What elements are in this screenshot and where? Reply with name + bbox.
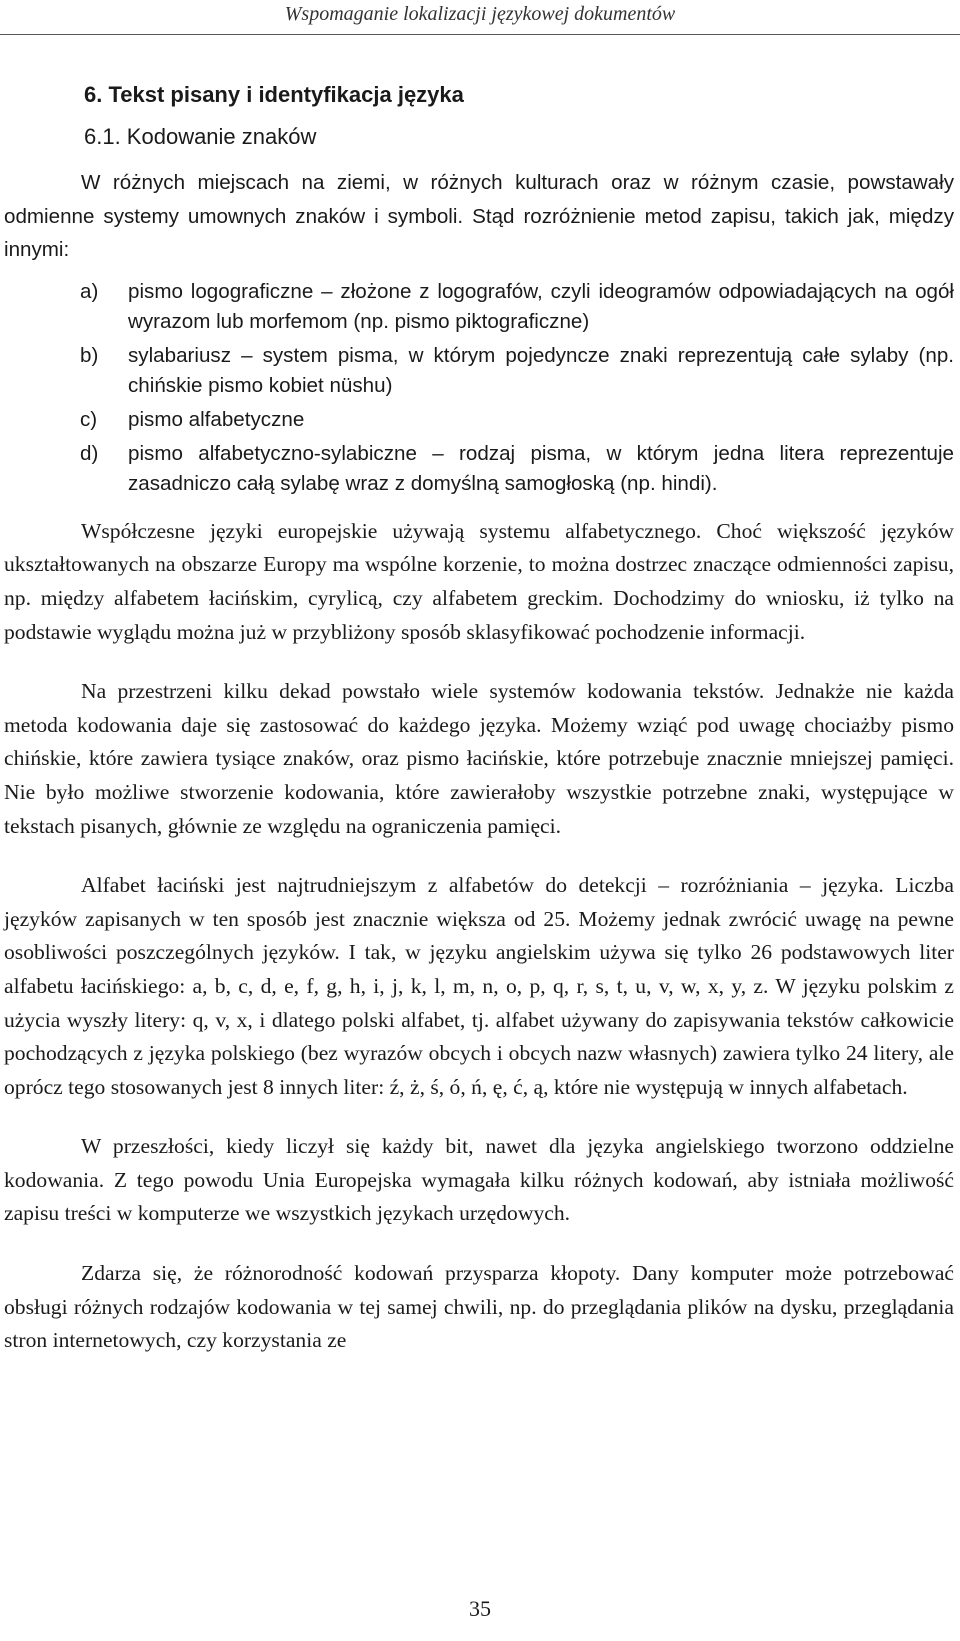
page-content [4, 80, 954, 1358]
list-marker: b) [80, 343, 99, 367]
running-header: Wspomaganie lokalizacji językowej dokumentów [284, 3, 676, 25]
list-item-text: pismo alfabetyczno-sylabiczne – rodzaj pisma, w którym jedna litera reprezentuje zasadniczo całą sylabę wraz z domyślną samogłoską (np. hindi). [128, 441, 954, 495]
intro-paragraph: W różnych miejscach na ziemi, w różnych kulturach oraz w różnym czasie, powstawały odmienne systemy umownych znaków i symboli. Stąd rozróżnienie metod zapisu, takich jak, między innymi: [4, 171, 954, 262]
list-marker: c) [80, 407, 98, 431]
writing-systems-list [4, 277, 954, 499]
page-number: 35 [469, 1596, 491, 1621]
paragraph-past-encodings: W przeszłości, kiedy liczył się każdy bit, nawet dla języka angielskiego tworzono oddzielne kodowania. Z tego powodu Unia Europejska wymagała kilku różnych kodowań, aby istniała możliwość zapisu treści w komputerze we wszystkich językach urzędowych. [4, 1134, 954, 1226]
list-item-text: sylabariusz – system pisma, w którym pojedyncze znaki reprezentują całe sylaby (np. chińskie pismo kobiet nüshu) [128, 343, 954, 397]
header-divider [0, 34, 960, 35]
list-item [80, 439, 954, 499]
paragraph-encoding-systems: Na przestrzeni kilku dekad powstało wiele systemów kodowania tekstów. Jednakże nie każda metoda kodowania daje się zastosować do każdego języka. Możemy wziąć pod uwagę chociażby pismo chińskie, które zawiera tysiące znaków, oraz pismo łacińskie, które potrzebuje znacznie mniejszej pamięci. Nie było możliwe stworzenie kodowania, które zawierałoby wszystkie potrzebne znaki, występujące w tekstach pisanych, głównie ze względu na ograniczenia pamięci. [4, 679, 954, 838]
list-item [80, 277, 954, 337]
section-title: 6. Tekst pisany i identyfikacja języka [84, 82, 464, 107]
list-marker: a) [80, 279, 99, 303]
paragraph-encoding-problems: Zdarza się, że różnorodność kodowań przysparza kłopoty. Dany komputer może potrzebować obsługi różnych rodzajów kodowania w tej samej chwili, np. do przeglądania plików na dysku, przeglądania stron internetowych, czy korzystania ze [4, 1261, 954, 1353]
list-item-text: pismo alfabetyczne [128, 407, 305, 431]
list-item-text: pismo logograficzne – złożone z logografów, czyli ideogramów odpowiadających na ogół wyrazom lub morfemom (np. pismo piktograficzne) [128, 279, 954, 333]
list-marker: d) [80, 441, 99, 465]
list-item [80, 405, 954, 435]
list-item [80, 341, 954, 401]
paragraph-european-alphabets: Współczesne języki europejskie używają systemu alfabetycznego. Choć większość języków ukształtowanych na obszarze Europy ma wspólne korzenie, to można dostrzec znaczące odmienności zapisu, np. między alfabetem łacińskim, cyrylicą, czy alfabetem greckim. Dochodzimy do wniosku, iż tylko na podstawie wyglądu można już w przybliżony sposób sklasyfikować pochodzenie informacji. [4, 518, 954, 644]
paragraph-latin-alphabet: Alfabet łaciński jest najtrudniejszym z alfabetów do detekcji – rozróżniania – języka. Liczba języków zapisanych w ten sposób jest znacznie większa od 25. Możemy jednak zwrócić uwagę na pewne osobliwości poszczególnych języków. I tak, w języku angielskim używa się tylko 26 podstawowych liter alfabetu łacińskiego: a, b, c, d, e, f, g, h, i, j, k, l, m, n, o, p, q, r, s, t, u, v, w, x, y, z. W języku polskim z użycia wyszły litery: q, v, x, i dlatego polski alfabet, tj. alfabet używany do zapisywania tekstów całkowicie pochodzących z języka polskiego (bez wyrazów obcych i obcych nazw własnych) zawiera tylko 24 litery, ale oprócz tego stosowanych jest 8 innych liter: ź, ż, ś, ó, ń, ę, ć, ą, które nie występują w innych alfabetach. [4, 873, 954, 1099]
subsection-title: 6.1. Kodowanie znaków [84, 124, 317, 149]
